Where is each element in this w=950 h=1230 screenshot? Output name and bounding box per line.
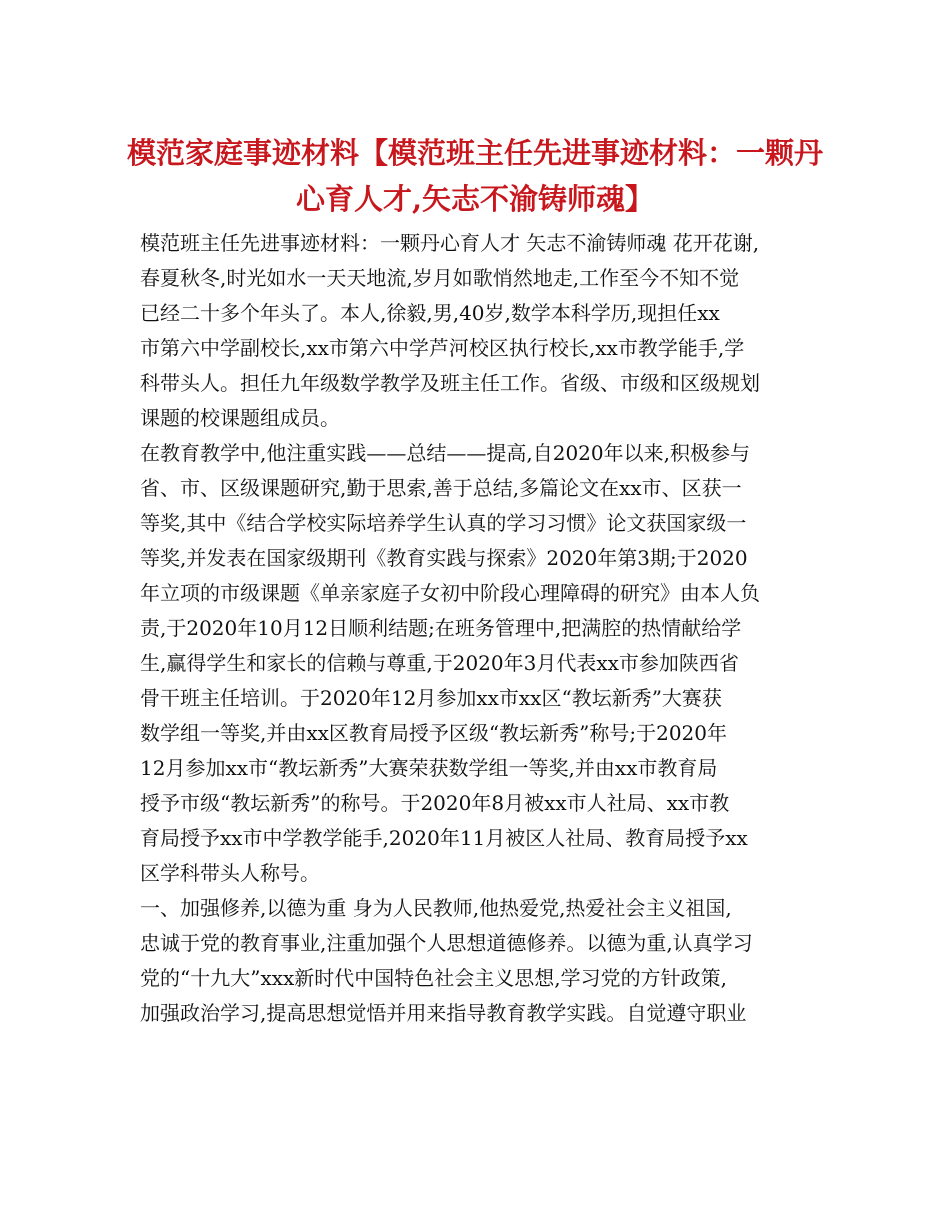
- body-line: 骨干班主任培训。于2020年12月参加xx市xx区“教坛新秀”大赛获: [140, 686, 722, 710]
- body-line: 春夏秋冬,时光如水一天天地流,岁月如歌悄然地走,工作至今不知不觉: [140, 266, 740, 290]
- body-line: 等奖,并发表在国家级期刊《教育实践与探索》2020年第3期;于2020: [140, 546, 748, 570]
- body-line: 区学科带头人称号。: [140, 861, 320, 885]
- body-line: 忠诚于党的教育事业,注重加强个人思想道德修养。以德为重,认真学习: [140, 931, 753, 955]
- body-line: 12月参加xx市“教坛新秀”大赛荣获数学组一等奖,并由xx市教育局: [140, 756, 718, 780]
- body-line: 年立项的市级课题《单亲家庭子女初中阶段心理障碍的研究》由本人负: [140, 581, 760, 605]
- body-line: 党的“十九大”xxx新时代中国特色社会主义思想,学习党的方针政策,: [140, 966, 728, 990]
- document-title: [120, 130, 830, 222]
- body-line: 数学组一等奖,并由xx区教育局授予区级“教坛新秀”称号;于2020年: [140, 721, 728, 745]
- body-line: 责,于2020年10月12日顺利结题;在班务管理中,把满腔的热情献给学: [140, 616, 742, 640]
- body-line: 在教育教学中,他注重实践——总结——提高,自2020年以来,积极参与: [140, 441, 750, 465]
- body-line: 授予市级“教坛新秀”的称号。于2020年8月被xx市人社局、xx市教: [140, 791, 730, 815]
- body-line: 科带头人。担任九年级数学教学及班主任工作。省级、市级和区级规划: [140, 371, 760, 395]
- body-line: 模范班主任先进事迹材料：一颗丹心育人才 矢志不渝铸师魂 花开花谢,: [140, 231, 760, 255]
- title-line: 模范家庭事迹材料【模范班主任先进事迹材料：一颗丹: [126, 136, 823, 170]
- body-line: 已经二十多个年头了。本人,徐毅,男,40岁,数学本科学历,现担任xx: [140, 301, 720, 325]
- body-line: 加强政治学习,提高思想觉悟并用来指导教育教学实践。自觉遵守职业: [140, 1001, 747, 1025]
- body-line: 等奖,其中《结合学校实际培养学生认真的学习习惯》论文获国家级一: [140, 511, 747, 535]
- body-line: 育局授予xx市中学教学能手,2020年11月被区人社局、教育局授予xx: [140, 826, 748, 850]
- title-line: 心育人才,矢志不渝铸师魂】: [295, 182, 655, 216]
- body-line: 课题的校课题组成员。: [140, 406, 340, 430]
- body-line: 生,赢得学生和家长的信赖与尊重,于2020年3月代表xx市参加陕西省: [140, 651, 739, 675]
- body-line: 一、加强修养,以德为重 身为人民教师,他热爱党,热爱社会主义祖国,: [140, 896, 732, 920]
- body-line: 省、市、区级课题研究,勤于思索,善于总结,多篇论文在xx市、区获一: [140, 476, 742, 500]
- body-line: 市第六中学副校长,xx市第六中学芦河校区执行校长,xx市教学能手,学: [140, 336, 745, 360]
- document-body: [140, 226, 820, 1031]
